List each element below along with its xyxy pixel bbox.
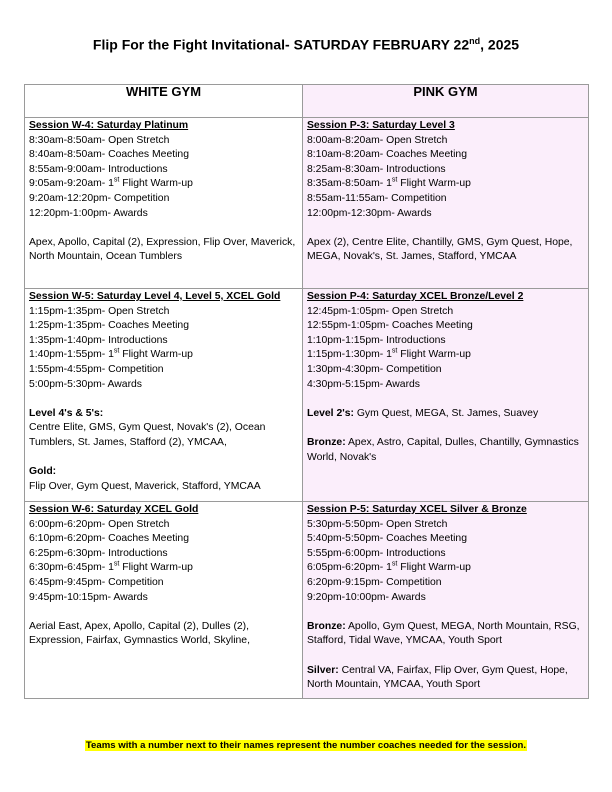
schedule-line [307,319,584,334]
schedule-line-text: 5:00pm-5:30pm- Awards [29,378,143,390]
footer-note [0,740,612,751]
schedule-line-text: 6:30pm-6:45pm- 1 [29,562,114,574]
header-row [25,85,589,118]
session-row [25,118,589,289]
schedule-line [29,363,298,378]
team-group-label: Level 4's & 5's: [29,407,104,419]
spacer [29,221,298,236]
white-gym-cell [25,118,303,289]
schedule-line [307,148,584,163]
schedule-line [29,192,298,207]
schedule-line [29,305,298,320]
team-group-label: Bronze: [307,620,346,632]
spacer [307,649,584,664]
schedule-line [307,134,584,149]
schedule-line [29,378,298,393]
team-group-label: Level 2's: [307,407,354,419]
page-title [0,36,612,53]
spacer [307,421,584,436]
schedule-line-rest: Flight Warm-up [397,178,471,190]
pink-gym-header: PINK GYM [303,85,589,118]
schedule-line [29,319,298,334]
schedule-line-text: 6:45pm-9:45pm- Competition [29,576,164,588]
ordinal-suffix: st [391,347,398,355]
schedule-line-text: 1:25pm-1:35pm- Coaches Meeting [29,320,189,332]
schedule-line-text: 5:30pm-5:50pm- Open Stretch [307,518,448,530]
session-heading: Session W-6: Saturday XCEL Gold [29,504,199,515]
session-row [25,289,589,502]
schedule-line [307,518,584,533]
schedule-line-text: 8:10am-8:20am- Coaches Meeting [307,149,467,161]
schedule-line-text: 9:20pm-10:00pm- Awards [307,591,426,603]
pink-gym-cell [303,118,589,289]
schedule-line-text: 6:10pm-6:20pm- Coaches Meeting [29,533,189,545]
team-group-label: Gold: [29,466,57,478]
schedule-line [307,561,584,576]
session-heading: Session W-4: Saturday Platinum [29,120,189,131]
schedule-line-text: 8:40am-8:50am- Coaches Meeting [29,149,189,161]
schedule-line [307,305,584,320]
schedule-line [29,348,298,363]
title-suffix: , 2025 [480,36,520,53]
spacer [29,605,298,620]
schedule-line-text: 9:20am-12:20pm- Competition [29,192,170,204]
schedule-line-text: 12:55pm-1:05pm- Coaches Meeting [307,320,473,332]
team-list: Flip Over, Gym Quest, Maverick, Stafford, YMCAA [29,480,261,492]
schedule-line [307,348,584,363]
spacer [307,605,584,620]
schedule-line-text: 8:35am-8:50am- 1 [307,178,392,190]
schedule-line-rest: Flight Warm-up [397,349,471,361]
schedule-line-text: 8:25am-8:30am- Introductions [307,163,446,175]
team-group [307,620,584,649]
team-group-label: Silver: [307,664,339,676]
schedule-line [29,163,298,178]
schedule-line-text: 8:55am-9:00am- Introductions [29,163,168,175]
schedule-line-text: 6:20pm-9:15pm- Competition [307,576,442,588]
schedule-line-rest: Flight Warm-up [397,562,471,574]
schedule-line-text: 6:05pm-6:20pm- 1 [307,562,392,574]
schedule-line-text: 4:30pm-5:15pm- Awards [307,378,421,390]
schedule-line-text: 9:45pm-10:15pm- Awards [29,591,148,603]
schedule-line [307,576,584,591]
session-heading: Session P-4: Saturday XCEL Bronze/Level 2 [307,291,524,302]
white-gym-cell [25,289,303,502]
schedule-line-text: 9:05am-9:20am- 1 [29,178,114,190]
ordinal-suffix: st [113,347,120,355]
schedule-line-text: 5:55pm-6:00pm- Introductions [307,547,446,559]
title-prefix: Flip For the Fight Invitational- SATURDAY FEBRUARY 22 [92,36,470,53]
schedule-line-text: 1:15pm-1:35pm- Open Stretch [29,305,170,317]
schedule-line-text: 5:40pm-5:50pm- Coaches Meeting [307,533,467,545]
schedule-line [29,518,298,533]
team-list: Aerial East, Apex, Apollo, Capital (2), Dulles (2), Expression, Fairfax, Gymnastics World, Skyline, [29,620,250,647]
team-list: Centre Elite, GMS, Gym Quest, Novak's (2), Ocean Tumblers, St. James, Stafford (2), YMCAA, [29,422,266,448]
pink-gym-cell [303,289,589,502]
pink-gym-cell [303,502,589,699]
spacer [29,451,298,466]
schedule-line-text: 1:40pm-1:55pm- 1 [29,349,114,361]
schedule-line [29,334,298,349]
schedule-line-text: 12:00pm-12:30pm- Awards [307,207,432,219]
session-heading: Session W-5: Saturday Level 4, Level 5, XCEL Gold [29,291,281,302]
team-list: Gym Quest, MEGA, St. James, Suavey [353,407,539,419]
team-list: Apex, Apollo, Capital (2), Expression, Flip Over, Maverick, North Mountain, Ocean Tumblers [29,236,296,263]
footer-note-text: Teams with a number next to their names represent the number coaches needed for the session. [85,740,527,751]
team-group [307,436,584,465]
schedule-line [29,177,298,192]
session-heading: Session P-5: Saturday XCEL Silver & Bronze [307,504,527,515]
schedule-line-text: 1:35pm-1:40pm- Introductions [29,334,168,346]
schedule-line [307,207,584,222]
schedule-line [307,547,584,562]
ordinal-suffix: st [391,176,398,184]
schedule-line [307,378,584,393]
schedule-line-text: 1:55pm-4:55pm- Competition [29,363,164,375]
ordinal-suffix: st [113,560,120,568]
white-gym-header: WHITE GYM [25,85,303,118]
spacer [307,392,584,407]
session-heading: Session P-3: Saturday Level 3 [307,120,455,131]
team-group-label: Bronze: [307,436,346,448]
schedule-line-text: 6:25pm-6:30pm- Introductions [29,547,168,559]
schedule-line [307,591,584,606]
schedule-line [29,576,298,591]
schedule-line-rest: Flight Warm-up [119,178,193,190]
schedule-line-text: 12:20pm-1:00pm- Awards [29,207,148,219]
schedule-line [307,192,584,207]
schedule-line [29,547,298,562]
schedule-line-text: 1:10pm-1:15pm- Introductions [307,334,446,346]
schedule-line [29,532,298,547]
schedule-line [307,334,584,349]
session-row [25,502,589,699]
schedule-line [307,363,584,378]
schedule-line-text: 6:00pm-6:20pm- Open Stretch [29,518,170,530]
title-sup: nd [469,36,481,46]
schedule-line-text: 8:55am-11:55am- Competition [307,192,447,204]
ordinal-suffix: st [391,560,398,568]
schedule-line [29,591,298,606]
spacer [29,392,298,407]
spacer [307,221,584,236]
team-list: Apex, Astro, Capital, Dulles, Chantilly, Gymnastics World, Novak's [307,436,579,463]
schedule-line [29,207,298,222]
schedule-line-text: 8:30am-8:50am- Open Stretch [29,134,170,146]
white-gym-cell [25,502,303,699]
schedule-line [29,134,298,149]
schedule-line [29,561,298,576]
schedule-line-text: 1:30pm-4:30pm- Competition [307,363,442,375]
schedule-line [29,148,298,163]
schedule-line-rest: Flight Warm-up [119,562,193,574]
schedule-line-rest: Flight Warm-up [119,349,193,361]
team-group [307,407,584,422]
schedule-line-text: 12:45pm-1:05pm- Open Stretch [307,305,454,317]
ordinal-suffix: st [113,176,120,184]
team-list: Apex (2), Centre Elite, Chantilly, GMS, Gym Quest, Hope, MEGA, Novak's, St. James, Stafford, YMCAA [307,236,573,263]
team-group [307,664,584,693]
schedule-line [307,163,584,178]
schedule-line-text: 1:15pm-1:30pm- 1 [307,349,392,361]
team-list: Central VA, Fairfax, Flip Over, Gym Quest, Hope, North Mountain, YMCAA, Youth Sport [307,664,568,691]
schedule-line [307,532,584,547]
schedule-line [307,177,584,192]
schedule-line-text: 8:00am-8:20am- Open Stretch [307,134,448,146]
team-list: Apollo, Gym Quest, MEGA, North Mountain, RSG, Stafford, Tidal Wave, YMCAA, Youth Sport [307,620,580,647]
schedule-table [24,84,589,699]
